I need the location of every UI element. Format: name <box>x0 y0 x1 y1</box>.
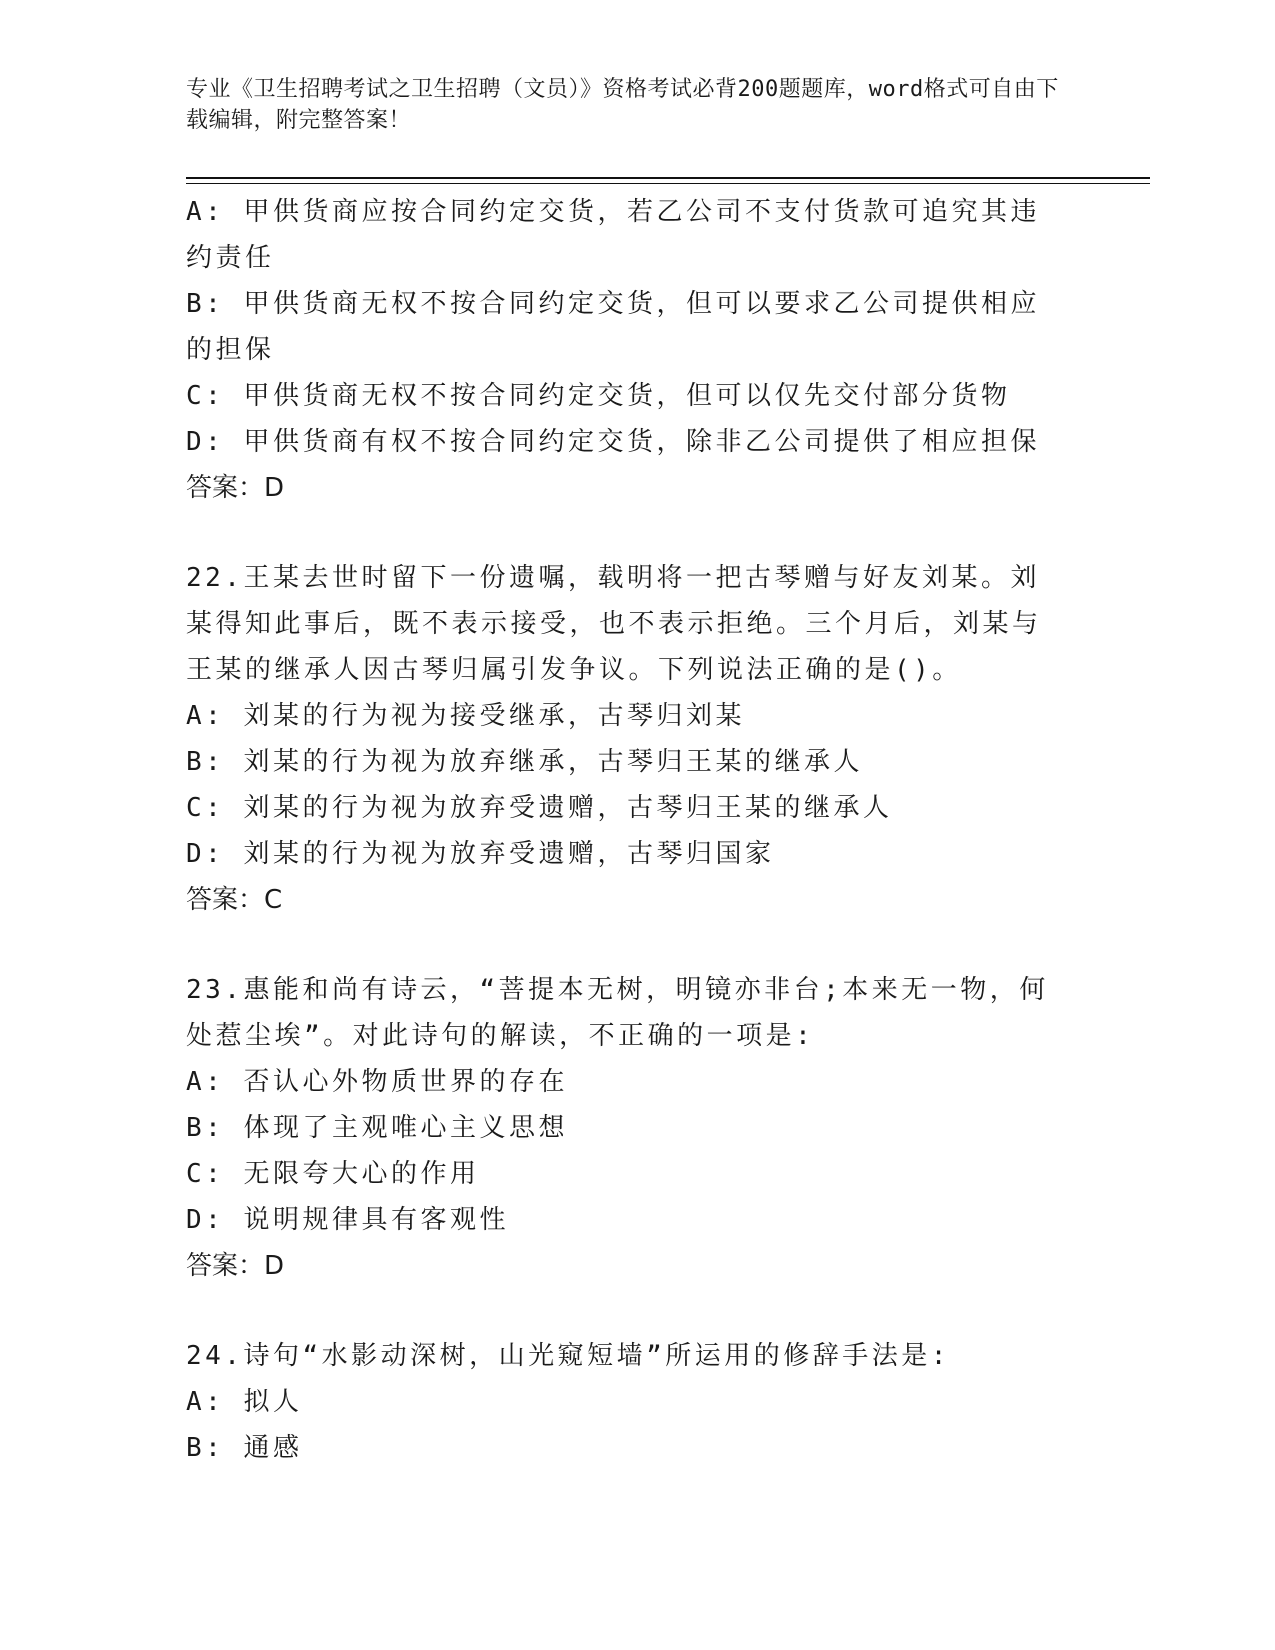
answer-21: 答案：D <box>186 473 285 503</box>
question-21 <box>186 189 1066 511</box>
option-b: B: 体现了主观唯心主义思想 <box>186 1113 568 1143</box>
question-stem: 24.诗句“水影动深树，山光窥短墙”所运用的修辞手法是: <box>186 1341 950 1371</box>
option-a: A: 刘某的行为视为接受继承，古琴归刘某 <box>186 701 745 731</box>
option-c: C: 无限夸大心的作用 <box>186 1159 480 1189</box>
option-d: D: 甲供货商有权不按合同约定交货，除非乙公司提供了相应担保 <box>186 427 1040 457</box>
header-title: 专业《卫生招聘考试之卫生招聘（文员）》资格考试必背200题题库，word格式可自由下载编辑，附完整答案！ <box>186 77 1059 133</box>
spacer <box>186 923 1066 967</box>
spacer <box>186 511 1066 555</box>
option-a: A: 拟人 <box>186 1387 303 1417</box>
question-list <box>186 189 1066 1471</box>
answer-23: 答案：D <box>186 1251 285 1281</box>
option-d: D: 说明规律具有客观性 <box>186 1205 509 1235</box>
header-divider-thick <box>186 177 1150 179</box>
option-d: D: 刘某的行为视为放弃受遗赠，古琴归国家 <box>186 839 775 869</box>
option-c: C: 甲供货商无权不按合同约定交货，但可以仅先交付部分货物 <box>186 381 1011 411</box>
option-b: B: 通感 <box>186 1433 303 1463</box>
option-a: A: 否认心外物质世界的存在 <box>186 1067 568 1097</box>
question-24 <box>186 1333 1066 1471</box>
option-b: B: 甲供货商无权不按合同约定交货，但可以要求乙公司提供相应的担保 <box>186 289 1040 365</box>
header-divider-thin <box>186 183 1150 184</box>
answer-22: 答案：C <box>186 885 283 915</box>
option-a: A: 甲供货商应按合同约定交货，若乙公司不支付货款可追究其违约责任 <box>186 197 1040 273</box>
question-stem: 23.惠能和尚有诗云，“菩提本无树，明镜亦非台;本来无一物，何处惹尘埃”。对此诗句的解读，不正确的一项是: <box>186 975 1049 1051</box>
option-b: B: 刘某的行为视为放弃继承，古琴归王某的继承人 <box>186 747 863 777</box>
question-22 <box>186 555 1066 923</box>
question-23 <box>186 967 1066 1289</box>
option-c: C: 刘某的行为视为放弃受遗赠，古琴归王某的继承人 <box>186 793 893 823</box>
spacer <box>186 1289 1066 1333</box>
question-stem: 22.王某去世时留下一份遗嘱，载明将一把古琴赠与好友刘某。刘某得知此事后，既不表示接受，也不表示拒绝。三个月后，刘某与王某的继承人因古琴归属引发争议。下列说法正确的是()。 <box>186 563 1042 685</box>
page-header <box>186 74 1066 136</box>
